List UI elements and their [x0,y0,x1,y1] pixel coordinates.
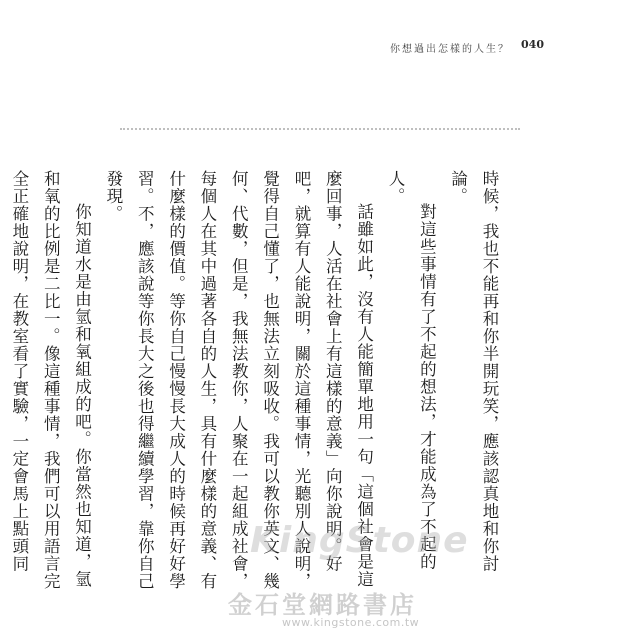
paragraph: 你知道水是由氫和氧組成的吧。你當然也知道，氫和氧的比例是二比一。像這種事情，我們可以用語言完全正確地說明，在教室看了實驗，一定會馬上點頭同 [9,170,92,590]
dotted-divider [120,128,520,130]
running-title: 你想過出怎樣的人生？ [390,44,510,55]
paragraph: 時候，我也不能再和你半開玩笑，應該認真地和你討論。 [448,170,499,573]
page-number: 040 [521,38,544,51]
watermark-store-name: 金石堂網路書店 [228,590,417,619]
watermark-logo-text: KingStone [250,520,469,561]
paragraph: 話雖如此，沒有人能簡單地用一句「這個社會是這麼回事，人活在社會上有這樣的意義」向你說明。好吧，就算有人能說明，關於這種事情，光聽別人說明，覺得自己懂了，也無法立刻吸收。我可以教你英文、幾何、代數，但是，我無法教你，人聚在一起組成社會，每個人在其中過著各自的人生，具有什麼樣的意義、有什麼樣的價值。等你自己慢慢長大成人的時候再好好學習。不，應該說等你長大之後也得繼續學習，靠你自己發現。 [103,170,374,590]
watermark-url: www.kingstone.com.tw [282,616,420,629]
paragraph: 對這些事情有了不起的想法，才能成為了不起的人。 [385,170,437,571]
